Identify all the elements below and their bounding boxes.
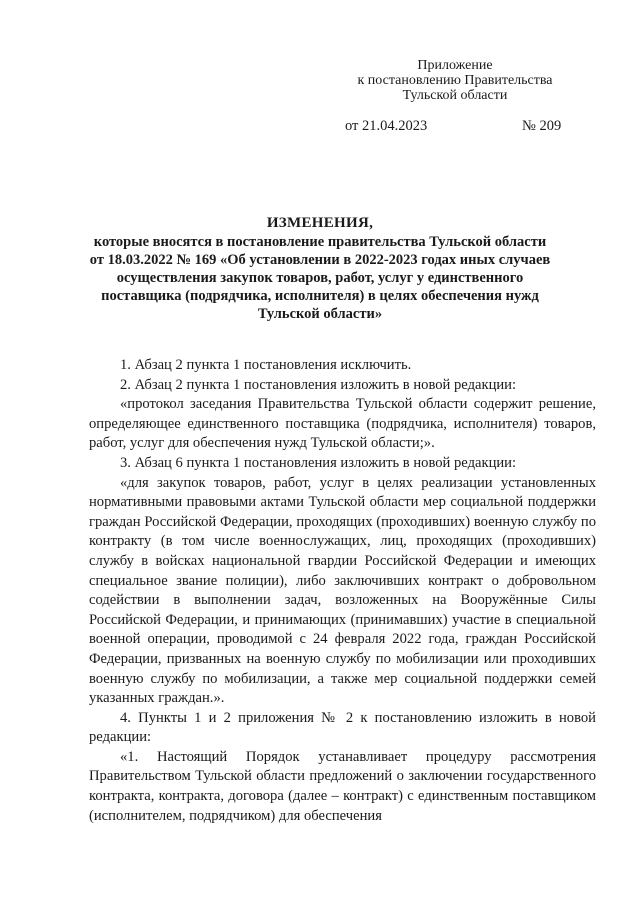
paragraph-item-1: 1. Абзац 2 пункта 1 постановления исключить.: [120, 357, 412, 373]
title-line: Тульской области»: [257, 306, 383, 322]
annex-line-1: Приложение: [417, 58, 493, 73]
annex-line-3: Тульской области: [402, 88, 508, 103]
title-main: ИЗМЕНЕНИЯ,: [266, 215, 374, 231]
annex-line-2: к постановлению Правительства: [357, 73, 553, 88]
title-line: от 18.03.2022 № 169 «Об установлении в 2022-2023 годах иных случаев: [89, 252, 551, 268]
title-subtitle: [80, 233, 560, 323]
title-line: которые вносятся в постановление правительства Тульской области: [93, 234, 547, 250]
resolution-date: от 21.04.2023: [345, 118, 428, 134]
paragraph-quote-2: «для закупок товаров, работ, услуг в целях реализации установленных нормативными правовыми актами Тульской области мер социальной поддержки граждан Российской Федерации, проходящих (проходивших) военную службу по контракту (в том числе военнослужащих, лиц, проходящих (проходивших) службу в войсках национальной гвардии Российской Федерации и имеющих специальное звание полиции), либо заключивших контракт о добровольном содействии в выполнении задач, возложенных на Вооружённые Силы Российской Федерации, и принимающих (принимавших) участие в специальной военной операции, проводимой с 24 февраля 2022 года, граждан Российской Федерации, призванных на военную службу по мобилизации или проходивших военную службу по мобилизации, а также мер социальной поддержки семей указанных граждан.».: [89, 474, 596, 707]
annex-header: [330, 58, 580, 103]
paragraph-item-2: 2. Абзац 2 пункта 1 постановления изложить в новой редакции:: [120, 376, 517, 393]
paragraph-item-4: 4. Пункты 1 и 2 приложения № 2 к постановлению изложить в новой редакции:: [89, 709, 596, 746]
paragraph-item-3: 3. Абзац 6 пункта 1 постановления изложить в новой редакции:: [120, 454, 517, 471]
paragraph-quote-3: «1. Настоящий Порядок устанавливает процедуру рассмотрения Правительством Тульской области предложений о заключении государственного контракта, контракта, договора (далее – контракт) с единственным поставщиком (исполнителем, подрядчиком) для обеспечения: [89, 748, 596, 824]
resolution-number: № 209: [522, 118, 562, 134]
document-title: [80, 213, 560, 323]
paragraph-quote-1: «протокол заседания Правительства Тульской области содержит решение, определяющее единственного поставщика (подрядчика, исполнителя) товаров, работ, услуг для обеспечения нужд Тульской области;».: [89, 396, 596, 452]
title-line: поставщика (подрядчика, исполнителя) в целях обеспечения нужд: [101, 288, 539, 304]
title-line: осуществления закупок товаров, работ, услуг у единственного: [116, 270, 524, 286]
document-body: [89, 356, 596, 826]
